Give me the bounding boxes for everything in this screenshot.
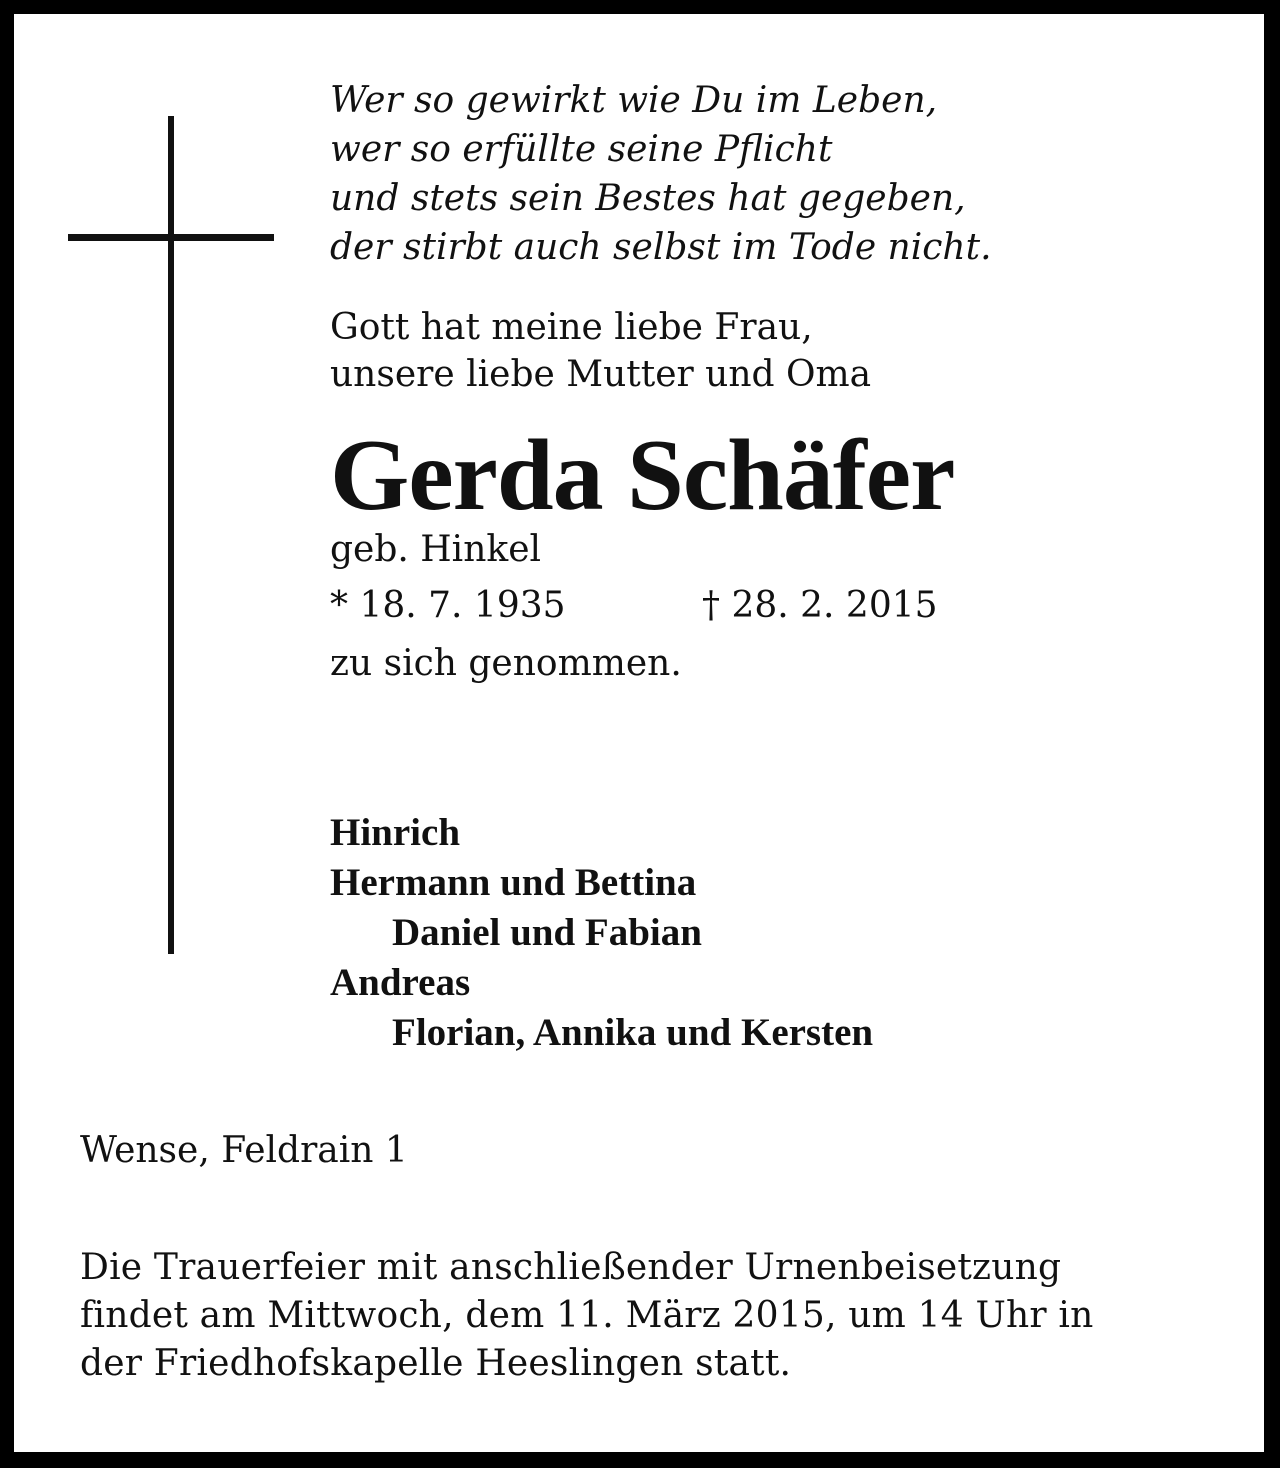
- obituary-content: [330, 76, 1250, 688]
- verse-line: der stirbt auch selbst im Tode nicht.: [330, 227, 992, 268]
- maiden-name: geb. Hinkel: [330, 529, 542, 570]
- service-info: [80, 1244, 1210, 1388]
- verse-line: und stets sein Bestes hat gegeben,: [330, 178, 966, 219]
- life-dates: [330, 578, 1250, 634]
- service-line: Die Trauerfeier mit anschließender Urnenbeisetzung: [80, 1247, 1062, 1288]
- service-line: findet am Mittwoch, dem 11. März 2015, um 14 Uhr in: [80, 1295, 1094, 1336]
- family-member: Daniel und Fabian: [392, 911, 702, 954]
- family-list: [330, 808, 873, 1058]
- birth-date: * 18. 7. 1935: [330, 585, 566, 626]
- closing-text: zu sich genommen.: [330, 643, 682, 684]
- verse: [330, 76, 1250, 272]
- deceased-name: Gerda Schäfer: [330, 419, 955, 532]
- family-member: Andreas: [330, 961, 471, 1004]
- cross-icon-vertical-bar: [168, 116, 174, 954]
- family-member: Hermann und Bettina: [330, 861, 697, 904]
- death-date: † 28. 2. 2015: [702, 585, 938, 626]
- cross-icon-horizontal-bar: [68, 234, 274, 241]
- family-member: Florian, Annika und Kersten: [392, 1011, 874, 1054]
- announcement: [330, 304, 1250, 398]
- service-line: der Friedhofskapelle Heeslingen statt.: [80, 1343, 792, 1384]
- verse-line: wer so erfüllte seine Pflicht: [330, 129, 833, 170]
- verse-line: Wer so gewirkt wie Du im Leben,: [330, 80, 938, 121]
- address: Wense, Feldrain 1: [80, 1130, 408, 1171]
- announcement-line: unsere liebe Mutter und Oma: [330, 354, 872, 395]
- family-member: Hinrich: [330, 811, 461, 854]
- announcement-line: Gott hat meine liebe Frau,: [330, 307, 813, 348]
